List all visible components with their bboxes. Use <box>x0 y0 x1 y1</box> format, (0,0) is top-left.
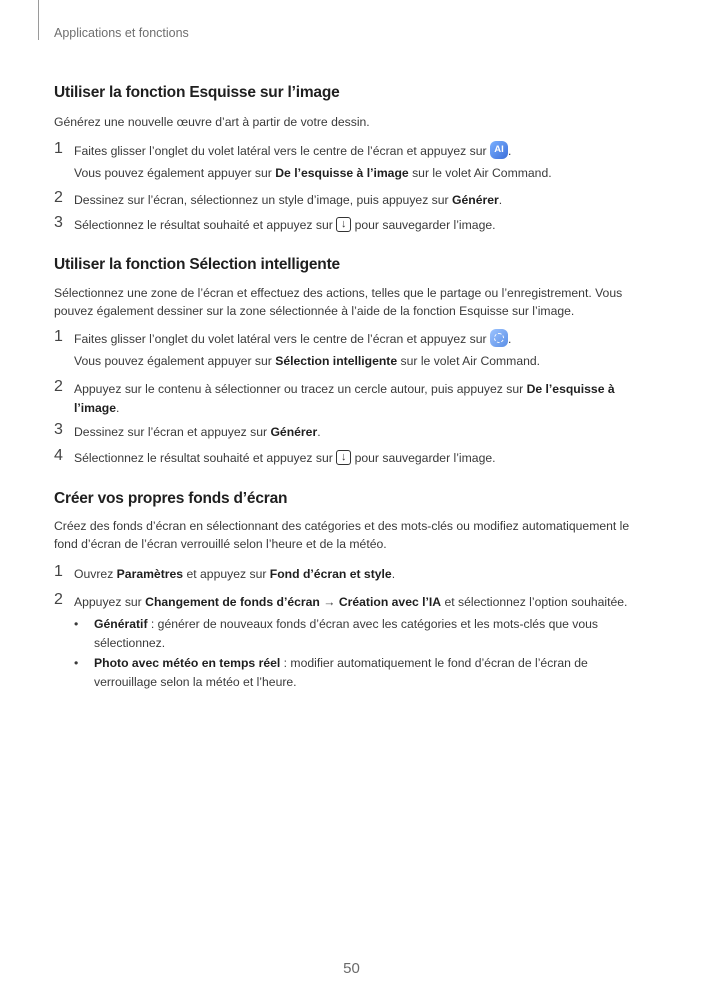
section-intro-line-1: Sélectionnez une zone de l’écran et effectuez des actions, telles que le partage ou l’enregistrement. Vous <box>54 286 623 300</box>
button-label: Générer <box>270 425 318 439</box>
download-glyph: ↓ <box>340 217 347 230</box>
step-text: Dessinez sur l’écran, sélectionnez un style d’image, puis appuyez sur <box>74 193 453 207</box>
step-number: 1 <box>54 140 63 157</box>
step-sub-text-end: sur le volet Air Command. <box>397 353 541 368</box>
ai-label: AI <box>494 143 504 155</box>
step-sub-text-end: sur le volet Air Command. <box>408 165 552 180</box>
step-sub-text: Vous pouvez également appuyer sur <box>74 165 276 180</box>
step-number: 1 <box>54 328 63 345</box>
menu-option-label: Changement de fonds d’écran <box>145 595 320 609</box>
step-1 <box>54 565 644 584</box>
step-number: 1 <box>54 563 63 580</box>
step-text: Faites glisser l’onglet du volet latéral vers le centre de l’écran et appuyez sur <box>74 144 487 158</box>
option-label: Génératif <box>94 617 148 631</box>
bullet-dot: • <box>74 617 79 631</box>
step-3 <box>54 216 644 235</box>
section-esquisse <box>54 84 654 244</box>
bullet-generatif <box>74 615 634 652</box>
bullet-photo-meteo <box>74 654 634 691</box>
step-number: 2 <box>54 378 63 395</box>
menu-option-label: De l’esquisse à l’image <box>275 165 409 180</box>
step-sub-text: Vous pouvez également appuyer sur <box>74 353 276 368</box>
step-1 <box>54 142 644 182</box>
menu-option-label-cont: l’image <box>74 400 116 415</box>
step-2 <box>54 380 644 417</box>
step-text-end: . <box>116 400 120 415</box>
button-label: Générer <box>452 193 499 207</box>
step-text: Sélectionnez le résultat souhaité et appuyez sur <box>74 218 333 232</box>
step-text-end: . <box>507 144 512 158</box>
section-title: Utiliser la fonction Esquisse sur l’image <box>54 84 340 101</box>
step-number: 2 <box>54 189 63 206</box>
download-glyph: ↓ <box>340 450 347 463</box>
option-label: Photo avec météo en temps réel <box>94 656 281 670</box>
bullet-text-cont: verrouillage selon la météo et l’heure. <box>94 674 297 689</box>
section-intro: Générez une nouvelle œuvre d’art à partir de votre dessin. <box>54 115 370 129</box>
step-1 <box>54 330 644 370</box>
step-text-end: . <box>317 425 321 439</box>
step-2 <box>54 593 644 612</box>
bullet-text: : modifier automatiquement le fond d’écran de l’écran de <box>280 656 588 670</box>
menu-option-label: De l’esquisse à <box>526 382 615 396</box>
section-title: Créer vos propres fonds d’écran <box>54 490 288 507</box>
step-text: Sélectionnez le résultat souhaité et appuyez sur <box>74 451 333 465</box>
step-number: 3 <box>54 421 63 438</box>
step-number: 4 <box>54 447 63 464</box>
section-title: Utiliser la fonction Sélection intelligente <box>54 256 340 273</box>
step-text-end: et sélectionnez l’option souhaitée. <box>441 595 628 609</box>
bullet-dot: • <box>74 656 79 670</box>
step-3 <box>54 423 644 442</box>
smart-select-icon <box>490 329 508 347</box>
step-text: Dessinez sur l’écran et appuyez sur <box>74 425 271 439</box>
step-2 <box>54 191 644 210</box>
section-intro-line-2: fond d’écran de l’écran verrouillé selon l’heure et de la météo. <box>54 537 387 551</box>
menu-option-label: Sélection intelligente <box>275 353 398 368</box>
step-text: Appuyez sur le contenu à sélectionner ou tracez un cercle autour, puis appuyez sur <box>74 382 527 396</box>
step-text: Faites glisser l’onglet du volet latéral vers le centre de l’écran et appuyez sur <box>74 332 487 346</box>
step-4 <box>54 449 644 468</box>
step-text: Appuyez sur <box>74 595 146 609</box>
step-text-end: pour sauvegarder l’image. <box>354 451 496 465</box>
menu-option-label: Paramètres <box>116 567 184 581</box>
section-intro-line-2: pouvez également dessiner sur la zone sélectionnée à l’aide de la fonction Esquisse sur l’image. <box>54 304 575 318</box>
step-text-end: pour sauvegarder l’image. <box>354 218 496 232</box>
step-text-end: . <box>391 567 396 581</box>
step-number: 2 <box>54 591 63 608</box>
page-number: 50 <box>343 960 360 977</box>
step-text-end: . <box>507 332 512 346</box>
bullet-text: : générer de nouveaux fonds d’écran avec les catégories et les mots-clés que vous <box>147 617 599 631</box>
step-text-end: . <box>498 193 503 207</box>
chapter-header: Applications et fonctions <box>54 26 189 40</box>
bullet-text-cont: sélectionnez. <box>94 635 166 650</box>
arrow-separator: → <box>319 595 339 609</box>
step-number: 3 <box>54 214 63 231</box>
section-fonds-ecran <box>54 490 654 700</box>
header-divider <box>38 0 39 40</box>
download-icon <box>336 217 351 232</box>
section-intro-line-1: Créez des fonds d’écran en sélectionnant des catégories et des mots-clés ou modifiez automatiquement le <box>54 519 630 533</box>
menu-option-label: Création avec l’IA <box>338 595 442 609</box>
menu-option-label: Fond d’écran et style <box>269 567 392 581</box>
section-selection-intelligente <box>54 256 654 476</box>
download-icon <box>336 450 351 465</box>
step-text: Ouvrez <box>74 567 117 581</box>
ai-sketch-icon <box>490 141 508 159</box>
step-text-mid: et appuyez sur <box>183 567 270 581</box>
